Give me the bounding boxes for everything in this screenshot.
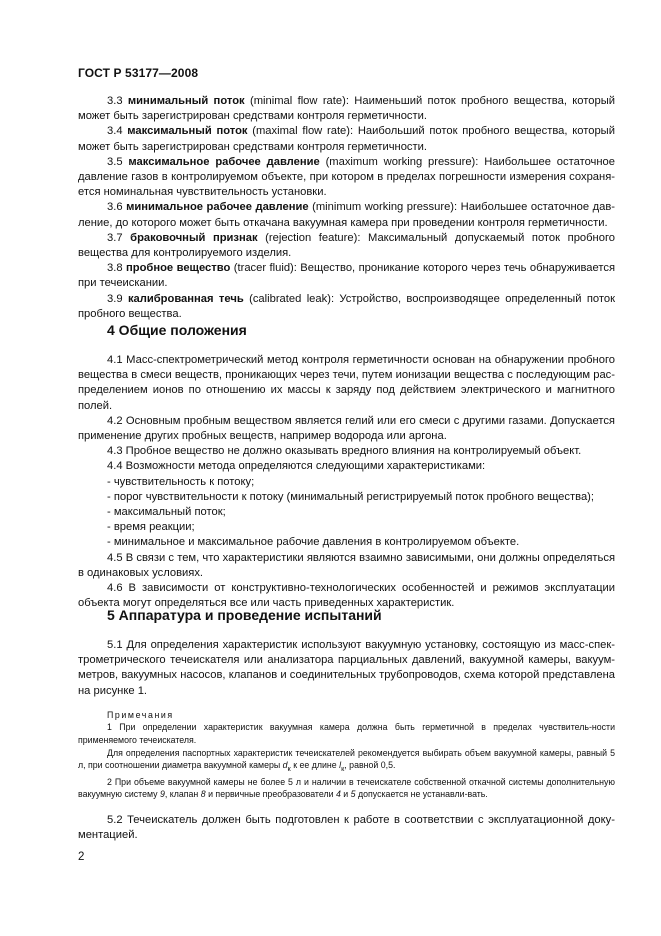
note-text: , клапан xyxy=(164,789,201,800)
list-item: - чувствительность к потоку; xyxy=(107,475,255,488)
definition-3-9 xyxy=(78,292,615,322)
term: минимальное рабочее давление xyxy=(126,201,309,214)
clause-4-6: 4.6 В зависимости от конструктивно-технологических особенностей и режимов эксплуатации объекта могут определяться все или часть приведенных характеристик. xyxy=(78,582,615,610)
term: минимальный поток xyxy=(127,95,245,107)
note-text: к ее длине xyxy=(290,760,340,771)
note-2 xyxy=(78,776,615,801)
clause-number: 3.3 xyxy=(107,95,123,107)
clause-5-2: 5.2 Течеискатель должен быть подготовлен к работе в соответствии с эксплуатационной доку-ментацией. xyxy=(78,813,615,841)
characteristics-list xyxy=(78,475,615,551)
definition-text: (tracer fluid): Вещество, проникание которого через течь обнаруживается при течеискании. xyxy=(78,262,615,290)
definition-3-3 xyxy=(78,94,615,124)
list-item: - минимальное и максимальное рабочие давления в контролируемом объекте. xyxy=(107,536,520,549)
notes-block xyxy=(78,709,615,801)
ref-8: 8 xyxy=(200,789,206,800)
page-number: 2 xyxy=(78,851,85,863)
note-text: Для определения паспортных характеристик течеискателей рекомендуется выбирать объем вакуумной камеры, равный 5 л, при соотношении диаметра вакуумной камеры xyxy=(78,747,615,771)
ref-9: 9 xyxy=(159,789,165,800)
note-1: 1 При определении характеристик вакуумная камера должна быть герметичной в пределах чувствитель-ности применяемого течеискателя. xyxy=(78,722,615,745)
document-id: ГОСТ Р 53177—2008 xyxy=(78,66,199,80)
definitions-block xyxy=(78,94,615,322)
note-text: и первичные преобразователи xyxy=(205,789,336,800)
clause-number: 3.4 xyxy=(107,125,123,138)
note-text: 2 При объеме вакуумной камеры не более 5 л и наличии в течеискателе собственной откачной системы дополнительную вакуумную систему xyxy=(78,776,615,800)
note-text: , равной 0,5. xyxy=(344,760,396,771)
clause-number: 3.9 xyxy=(107,292,123,305)
definition-text: (maximum working pressure): Наибольшее остаточное давление газов в контролируемом объекте, при котором в пределах погрешности измерения сохраня-ется номинальная чувствительность установки. xyxy=(78,155,615,199)
term: пробное вещество xyxy=(126,262,231,275)
definition-3-4 xyxy=(78,124,615,154)
definition-3-7 xyxy=(78,231,615,261)
notes-heading: Примечания xyxy=(107,709,174,720)
definition-text: (maximal flow rate): Наибольший поток пробного вещества, который может быть зарегистрирован средствами контроля герметичности. xyxy=(78,125,615,153)
clause-number: 3.7 xyxy=(107,231,123,244)
note-text: и xyxy=(340,789,351,800)
list-item: - время реакции; xyxy=(107,521,195,534)
term: браковочный признак xyxy=(130,231,258,244)
definition-text: (rejection feature): Максимальный допускаемый поток пробного вещества для контролируемого изделия. xyxy=(78,231,616,260)
ref-4: 4 xyxy=(335,789,341,800)
definition-3-8 xyxy=(78,261,615,291)
clause-number: 3.6 xyxy=(107,201,123,214)
list-item: - порог чувствительности к потоку (минимальный регистрируемый поток пробного вещества); xyxy=(107,490,594,503)
subscript: к xyxy=(287,763,291,773)
clause-number: 3.8 xyxy=(107,262,123,275)
note-text: допускается не устанавли-вать. xyxy=(355,789,488,800)
subscript: к xyxy=(341,763,345,773)
clause-4-5: 4.5 В связи с тем, что характеристики являются взаимно зависимыми, они должны определяться в одинаковых условиях. xyxy=(78,551,615,579)
term: максимальное рабочее давление xyxy=(128,155,320,168)
note-1-detail xyxy=(78,747,615,776)
definition-3-5 xyxy=(78,155,615,201)
term: максимальный поток xyxy=(127,125,248,138)
clause-5-1: 5.1 Для определения характеристик используют вакуумную установку, состоящую из масс-спек-трометрического течеискателя или анализатора парциальных давлений, вакуумной камеры, вакуум-метров, вакуумных насосов, клапанов и соединительных трубопроводов, схема которой представлена на рисунке 1. xyxy=(78,639,615,697)
ref-5: 5 xyxy=(350,789,356,800)
clause-4-2: 4.2 Основным пробным веществом является гелий или его смеси с другими газами. Допускается применение других пробных веществ, например водорода или аргона. xyxy=(78,414,615,443)
section-4 xyxy=(78,321,615,611)
section-5 xyxy=(78,606,615,843)
clause-4-1: 4.1 Масс-спектрометрический метод контроля герметичности основан на обнаружении пробного вещества в смеси веществ, проникающих через течи, путем ионизации вещества с последующим рас-пределением ионов по отношению их массы к заряду под действием электрического и магнитного полей. xyxy=(78,354,615,412)
term: калиброванная течь xyxy=(127,292,244,305)
clause-number: 3.5 xyxy=(107,155,123,168)
definition-text: (calibrated leak): Устройство, воспроизводящее определенный поток пробного вещества. xyxy=(78,292,615,320)
definition-text: (minimum working pressure): Наибольшее остаточное дав-ление, до которого может быть откачана вакуумная камера при проведении контроля герметичности. xyxy=(78,201,615,229)
clause-4-4: 4.4 Возможности метода определяются следующими характеристиками: xyxy=(107,460,486,473)
definition-text: (minimal flow rate): Наименьший поток пробного вещества, который может быть зарегистрирован средствами контроля герметичности. xyxy=(78,95,616,123)
symbol-d: d xyxy=(282,760,288,771)
clause-4-3: 4.3 Пробное вещество не должно оказывать вредного влияния на контролируемый объект. xyxy=(107,445,582,458)
definition-3-6 xyxy=(78,200,615,230)
symbol-l: l xyxy=(339,760,342,771)
list-item: - максимальный поток; xyxy=(107,506,226,519)
section-4-title: 4 Общие положения xyxy=(107,322,247,338)
section-5-title: 5 Аппаратура и проведение испытаний xyxy=(107,607,382,623)
